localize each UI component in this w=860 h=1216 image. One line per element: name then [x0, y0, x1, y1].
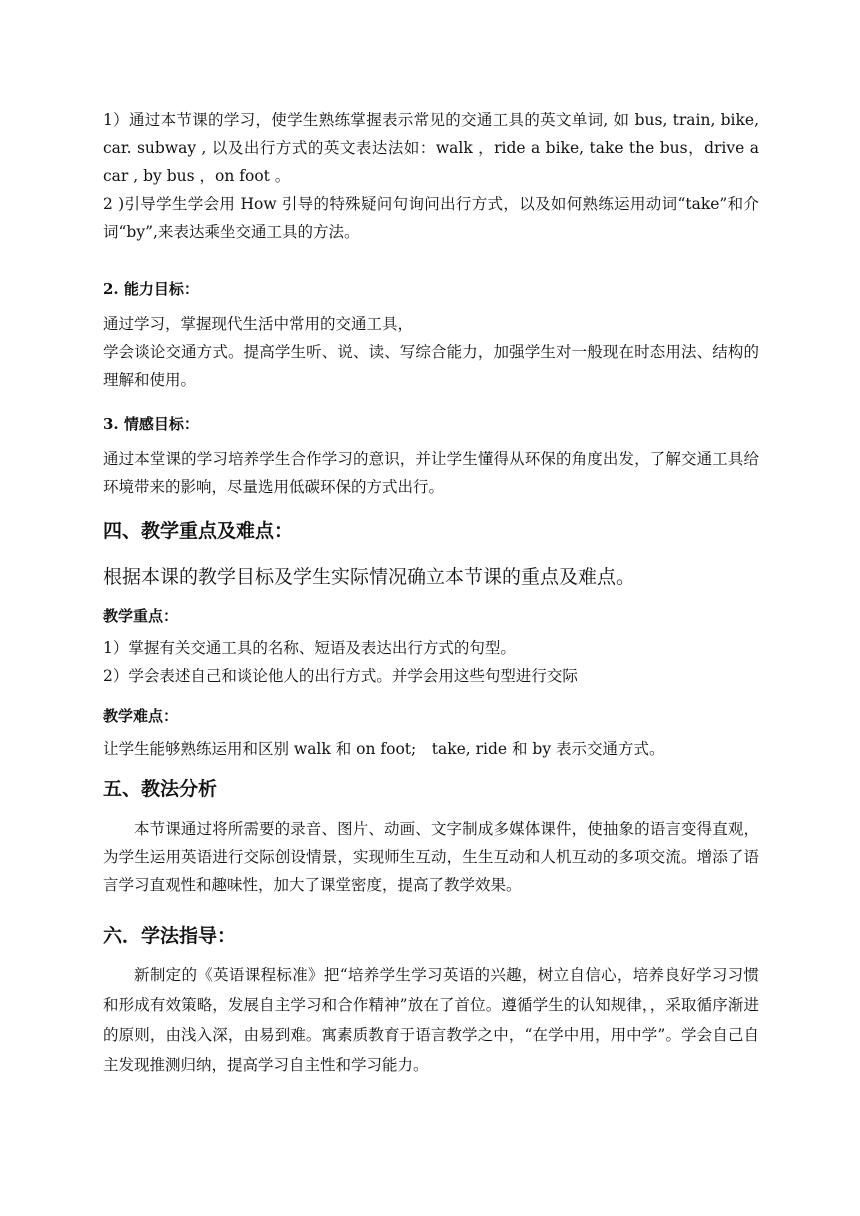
key-points	[103, 604, 759, 628]
knowledge-objectives	[103, 106, 759, 246]
section-4-intro-block	[103, 562, 759, 592]
difficult-points-list	[103, 735, 759, 763]
difficult-points-heading: 教学难点：	[103, 707, 179, 725]
ability-line-1: 通过学习，掌握现代生活中常用的交通工具，	[103, 315, 414, 333]
section-5-text: 本节课通过将所需要的录音、图片、动画、文字制成多媒体课件，使抽象的语言变得直观，为学生运用英语进行交际创设情景，实现师生互动，生生互动和人机互动的多项交流。增添了语言学习直观性和趣味性，加大了课堂密度，提高了教学效果。	[103, 820, 759, 894]
key-points-heading: 教学重点：	[103, 607, 179, 625]
ability-objectives	[103, 277, 759, 301]
section-4-intro: 根据本课的教学目标及学生实际情况确立本节课的重点及难点。	[103, 566, 636, 588]
section-6-body	[103, 960, 759, 1080]
section-5	[103, 775, 759, 803]
key-point-2: 2）学会表述自己和谈论他人的出行方式。并学会用这些句型进行交际	[103, 667, 578, 685]
emotion-heading: 3. 情感目标：	[103, 415, 199, 433]
knowledge-item-2: 2 )引导学生学会用 How 引导的特殊疑问句询问出行方式，以及如何熟练运用动词“take”和介词“by”,来表达乘坐交通工具的方法。	[103, 195, 759, 241]
key-points-list	[103, 634, 759, 690]
section-6	[103, 922, 759, 950]
section-5-heading: 五、教法分析	[103, 778, 218, 800]
emotion-text: 通过本堂课的学习培养学生合作学习的意识，并让学生懂得从环保的角度出发，了解交通工具给环境带来的影响，尽量选用低碳环保的方式出行。	[103, 450, 759, 496]
ability-body	[103, 310, 759, 394]
emotion-objectives	[103, 412, 759, 436]
ability-line-2: 学会谈论交通方式。提高学生听、说、读、写综合能力，加强学生对一般现在时态用法、结构的理解和使用。	[103, 343, 759, 389]
section-6-text: 新制定的《英语课程标准》把“培养学生学习英语的兴趣，树立自信心，培养良好学习习惯和形成有效策略，发展自主学习和合作精神”放在了首位。遵循学生的认知规律，，采取循序渐进的原则，由浅入深，由易到难。寓素质教育于语言教学之中，“在学中用，用中学”。学会自己自主发现推测归纳，提高学习自主性和学习能力。	[103, 966, 759, 1074]
knowledge-item-1: 1）通过本节课的学习，使学生熟练掌握表示常见的交通工具的英文单词, 如 bus, train, bike, car. subway , 以及出行方式的英文表达法如：walk ，ride a bike, take the bus，drive a car , by bus ，on foot 。	[103, 111, 759, 185]
difficult-points	[103, 704, 759, 728]
key-point-1: 1）掌握有关交通工具的名称、短语及表达出行方式的句型。	[103, 639, 516, 657]
ability-heading: 2. 能力目标：	[103, 280, 199, 298]
emotion-body	[103, 445, 759, 501]
section-4	[103, 517, 759, 545]
difficult-point-1: 让学生能够熟练运用和区别 walk 和 on foot; take, ride 和 by 表示交通方式。	[103, 740, 665, 758]
section-6-heading: 六．学法指导：	[103, 925, 237, 947]
section-5-body	[103, 815, 759, 899]
section-4-heading: 四、教学重点及难点：	[103, 520, 294, 542]
